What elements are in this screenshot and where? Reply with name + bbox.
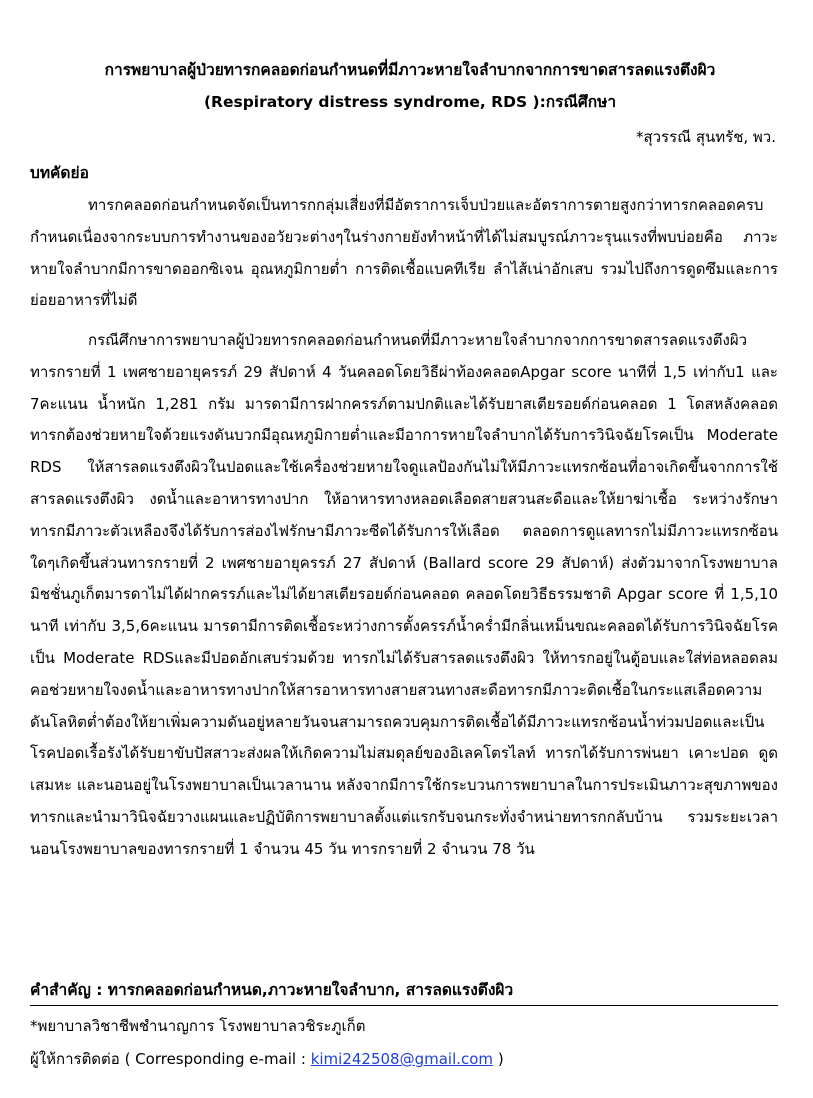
author-affiliation: *พยาบาลวิชาชีพชำนาญการ โรงพยาบาลวชิระภูเก็ต	[30, 1017, 366, 1035]
email-link[interactable]: kimi242508@gmail.com	[310, 1050, 494, 1068]
author-name: *สุวรรณี สุนทรัช, พว.	[635, 128, 776, 146]
abstract-paragraph-2: กรณีศึกษาการพยาบาลผู้ป่วยทารกคลอดก่อนกำหนดที่มีภาวะหายใจลำบากจากการขาดสารลดแรงตึงผิว ทารกรายที่ 1 เพศชายอายุครรภ์ 29 สัปดาห์ 4 วันคลอดโดยวิธีผ่าท้องคลอดApgar score นาทีที่ 1,5 เท่ากับ1 และ 7คะแนน น้ำหนัก 1,281 กรัม มารดามีการฝากครรภ์ตามปกติและได้รับยาสเตียรอยด์ก่อนคลอด 1 โดสหลังคลอดทารกต้องช่วยหายใจด้วยแรงดันบวกมีอุณหภูมิกายต่ำและมีอาการหายใจลำบากได้รับการวินิจฉัยโรคเป็น Moderate RDS ให้สารลดแรงตึงผิวในปอดและใช้เครื่องช่วยหายใจดูแลป้องกันไม่ให้มีภาวะแทรกซ้อนที่อาจเกิดขึ้นจากการใช้สารลดแรงตึงผิว งดน้ำและอาหารทางปาก ให้อาหารทางหลอดเลือดสายสวนสะดือและให้ยาฆ่าเชื้อ ระหว่างรักษาทารกมีภาวะตัวเหลืองจึงได้รับการส่องไฟรักษามีภาวะซีดได้รับการให้เลือด ตลอดการดูแลทารกไม่มีภาวะแทรกซ้อนใดๆเกิดขึ้นส่วนทารกรายที่ 2 เพศชายอายุครรภ์ 27 สัปดาห์ (Ballard score 29 สัปดาห์) ส่งตัวมาจากโรงพยาบาลมิชชั่นภูเก็ตมารดาไม่ได้ฝากครรภ์และไม่ได้ยาสเตียรอยด์ก่อนคลอด คลอดโดยวิธีธรรมชาติ Apgar score ที่ 1,5,10 นาที เท่ากับ 3,5,6คะแนน มารดามีการติดเชื้อระหว่างการตั้งครรภ์น้ำคร่ำมีกลิ่นเหม็นขณะคลอดได้รับการวินิจฉัยโรคเป็น Moderate RDSและมีปอดอักเสบร่วมด้วย ทารกไม่ได้รับสารลดแรงตึงผิว ให้ทารกอยู่ในตู้อบและใส่ท่อหลอดลมคอช่วยหายใจงดน้ำและอาหารทางปากให้สารอาหารทางสายสวนทางสะดือทารกมีภาวะติดเชื้อในกระแสเลือดความดันโลหิตต่ำต้องให้ยาเพิ่มความดันอยู่หลายวันจนสามารถควบคุมการติดเชื้อได้มีภาวะแทรกซ้อนน้ำท่วมปอดและเป็นโรคปอดเรื้อรังได้รับยาขับปัสสาวะส่งผลให้เกิดความไม่สมดุลย์ของอิเลคโตรไลท์ ทารกได้รับการพ่นยา เคาะปอด ดูดเสมหะ และนอนอยู่ในโรงพยาบาลเป็นเวลานาน หลังจากมีการใช้กระบวนการพยาบาลในการประเมินภาวะสุขภาพของทารกและนำมาวินิจฉัยวางแผนและปฏิบัติการพยาบาลตั้งแต่แรกรับจนกระทั่งจำหน่ายทารกกลับบ้าน รวมระยะเวลานอนโรงพยาบาลของทารกรายที่ 1 จำนวน 45 วัน ทารกรายที่ 2 จำนวน 78 วัน	[30, 331, 779, 858]
paper-title-thai: การพยาบาลผู้ป่วยทารกคลอดก่อนกำหนดที่มีภาวะหายใจลำบากจากการขาดสารลดแรงตึงผิว	[104, 61, 716, 79]
contact-suffix: )	[493, 1050, 504, 1068]
abstract-paragraph-1: ทารกคลอดก่อนกำหนดจัดเป็นทารกกลุ่มเสี่ยงที่มีอัตราการเจ็บป่วยและอัตราการตายสูงกว่าทารกคลอดครบกำหนดเนื่องจากระบบการทำงานของอวัยวะต่างๆในร่างกายยังทำหน้าที่ได้ไม่สมบูรณ์ภาวะรุนแรงที่พบบ่อยคือ ภาวะหายใจลำบากมีการขาดออกซิเจน อุณหภูมิกายต่ำ การติดเชื้อแบคทีเรีย ลำไส้เน่าอักเสบ รวมไปถึงการดูดซึมและการย่อยอาหารที่ไม่ดี	[30, 196, 778, 310]
contact-prefix: ผู้ให้การติดต่อ ( Corresponding e-mail :	[30, 1050, 311, 1068]
keywords-line: คำสำคัญ : ทารกคลอดก่อนกำหนด,ภาวะหายใจลำบาก, สารลดแรงตึงผิว	[30, 981, 514, 999]
footnote-divider	[30, 1005, 778, 1006]
corresponding-contact	[30, 1047, 504, 1071]
abstract-heading: บทคัดย่อ	[30, 164, 89, 182]
paper-title-english: (Respiratory distress syndrome, RDS ):กรณีศึกษา	[203, 93, 617, 111]
